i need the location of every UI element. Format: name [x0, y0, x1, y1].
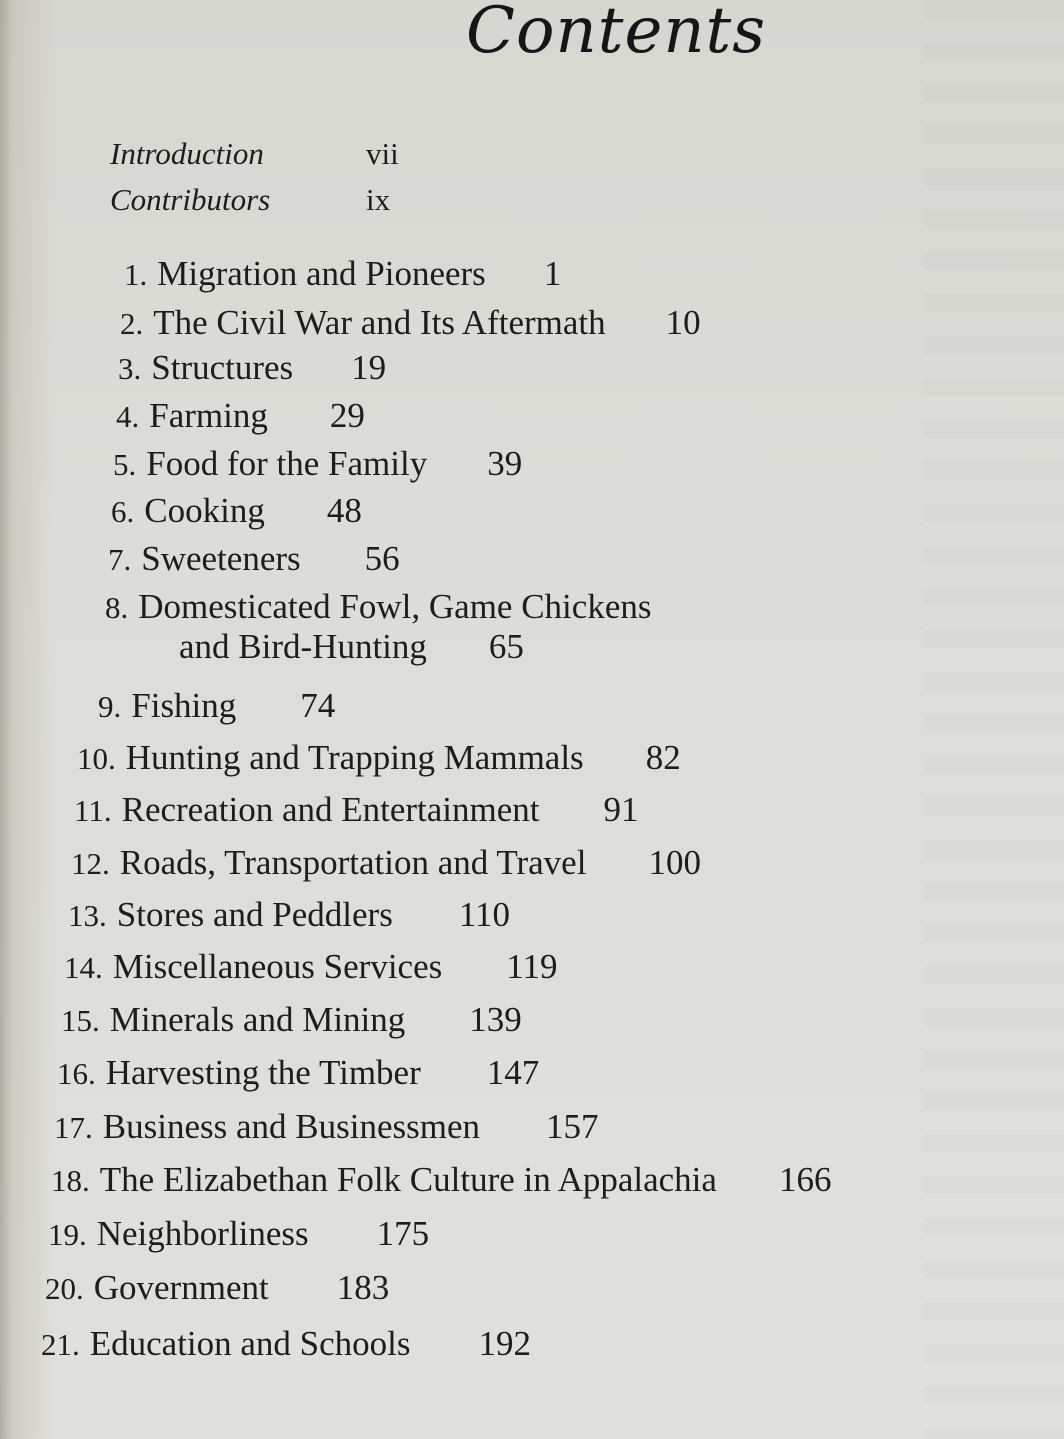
- chapter-entry: [74, 790, 639, 830]
- chapter-title: Minerals and Mining: [109, 1000, 406, 1039]
- chapter-entry: [64, 947, 557, 987]
- chapter-number: 10.: [77, 741, 116, 776]
- front-matter-item: [110, 136, 399, 182]
- chapter-page: 1: [543, 254, 562, 293]
- front-matter-page: vii: [366, 136, 399, 171]
- chapter-entry: [77, 738, 681, 778]
- chapter-page: 10: [665, 303, 701, 342]
- chapter-title: The Civil War and Its Aftermath: [153, 303, 606, 342]
- chapter-title: Hunting and Trapping Mammals: [125, 738, 584, 777]
- chapter-title: Government: [93, 1268, 269, 1307]
- chapter-title: Cooking: [144, 491, 265, 530]
- chapter-page: 91: [603, 790, 639, 829]
- chapter-number: 18.: [51, 1163, 90, 1198]
- chapter-number: 21.: [41, 1327, 80, 1362]
- chapter-number: 3.: [118, 351, 142, 386]
- chapter-number: 16.: [57, 1056, 96, 1091]
- chapter-page: 166: [778, 1160, 832, 1199]
- chapter-entry: [120, 303, 701, 343]
- chapter-entry: [98, 686, 335, 726]
- chapter-page: 147: [486, 1053, 540, 1092]
- chapter-number: 12.: [71, 846, 110, 881]
- chapter-title: Roads, Transportation and Travel: [119, 843, 587, 882]
- chapter-number: 8.: [105, 590, 129, 625]
- chapter-title: Business and Businessmen: [102, 1107, 480, 1146]
- chapter-page: 39: [487, 444, 523, 483]
- chapter-number: 9.: [98, 689, 122, 724]
- chapter-number: 7.: [108, 542, 132, 577]
- chapter-title: Domesticated Fowl, Game Chickens: [138, 587, 652, 626]
- chapter-title: Education and Schools: [89, 1324, 411, 1363]
- chapter-page: 183: [336, 1268, 390, 1307]
- chapter-title: Migration and Pioneers: [157, 254, 486, 293]
- chapter-title: Stores and Peddlers: [116, 895, 393, 934]
- chapter-number: 14.: [64, 950, 103, 985]
- chapter-number: 5.: [113, 447, 137, 482]
- chapter-title-continuation: [179, 627, 651, 667]
- chapter-entry: [41, 1324, 531, 1364]
- chapter-page: 48: [326, 491, 362, 530]
- chapter-number: 6.: [111, 494, 135, 529]
- chapter-entry: [71, 843, 701, 883]
- chapter-title: Recreation and Entertainment: [121, 790, 540, 829]
- chapter-entry: [105, 587, 651, 667]
- chapter-title: Structures: [151, 348, 294, 387]
- chapter-title: Food for the Family: [146, 444, 428, 483]
- chapter-entry: [111, 491, 362, 531]
- chapter-number: 17.: [54, 1110, 93, 1145]
- chapter-page: 74: [300, 686, 336, 725]
- front-matter-list: [110, 136, 399, 228]
- chapter-entry: [68, 895, 510, 935]
- chapter-number: 11.: [74, 793, 112, 828]
- chapter-entry: [118, 348, 386, 388]
- chapter-entry: [116, 396, 365, 436]
- chapter-page: 29: [329, 396, 365, 435]
- chapter-number: 19.: [48, 1217, 87, 1252]
- chapter-number: 13.: [68, 898, 107, 933]
- chapter-title: Neighborliness: [96, 1214, 309, 1253]
- chapter-entry: [108, 539, 400, 579]
- chapter-entry: [113, 444, 522, 484]
- front-matter-item: [110, 182, 399, 228]
- front-matter-page: ix: [366, 182, 391, 217]
- chapter-page: 175: [376, 1214, 430, 1253]
- chapter-title-line-2: and Bird-Hunting: [179, 627, 427, 666]
- page-title: Contents: [466, 0, 767, 68]
- chapter-page: 192: [478, 1324, 532, 1363]
- chapter-entry: [54, 1107, 598, 1147]
- front-matter-label: Contributors: [110, 182, 271, 217]
- chapter-title: Farming: [149, 396, 268, 435]
- chapter-entry: [48, 1214, 429, 1254]
- chapter-title: Fishing: [131, 686, 237, 725]
- chapter-number: 1.: [124, 257, 148, 292]
- chapter-entry: [124, 254, 561, 294]
- chapter-title: Sweeteners: [141, 539, 301, 578]
- chapter-title: The Elizabethan Folk Culture in Appalachia: [99, 1160, 717, 1199]
- chapter-page: 157: [545, 1107, 599, 1146]
- chapter-page: 139: [469, 1000, 522, 1039]
- chapter-number: 20.: [45, 1271, 84, 1306]
- chapter-title: Miscellaneous Services: [112, 947, 443, 986]
- chapter-number: 4.: [116, 399, 140, 434]
- front-matter-label: Introduction: [110, 136, 264, 171]
- chapter-page: 19: [351, 348, 387, 387]
- chapter-number: 2.: [120, 306, 144, 341]
- chapter-page: 119: [506, 947, 558, 986]
- chapter-title: Harvesting the Timber: [105, 1053, 421, 1092]
- chapter-entry: [61, 1000, 522, 1040]
- chapter-page: 56: [364, 539, 400, 578]
- chapter-page: 100: [648, 843, 701, 882]
- chapter-entry: [57, 1053, 539, 1093]
- chapter-page: 82: [645, 738, 681, 777]
- chapter-entry: [45, 1268, 389, 1308]
- chapter-page: 110: [458, 895, 511, 934]
- chapter-page: 65: [488, 627, 524, 666]
- show-through-texture: [924, 0, 1064, 1439]
- chapter-number: 15.: [61, 1003, 100, 1038]
- chapter-entry: [51, 1160, 831, 1200]
